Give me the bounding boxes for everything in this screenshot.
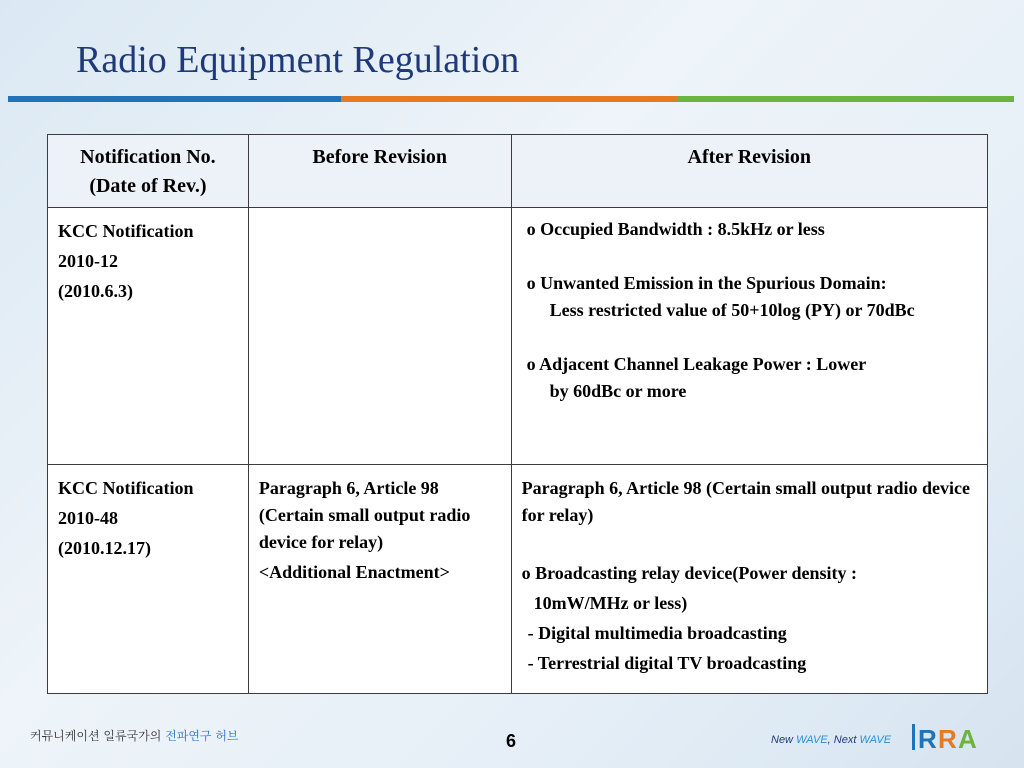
after-item: [527, 270, 981, 324]
after-item: [527, 216, 981, 243]
page-number: 6: [506, 731, 517, 751]
notification-title: KCC Notification: [58, 221, 194, 241]
title-underline-bar: [8, 96, 1014, 102]
footer-slogan-main: 커뮤니케이션 일류국가의: [30, 729, 166, 743]
after-item-lead: o Adjacent Channel Leakage Power : Lower: [526, 354, 867, 374]
after-line: - Digital multimedia broadcasting: [527, 623, 787, 643]
underline-blue-segment: [8, 96, 341, 102]
before-paragraph: Paragraph 6, Article 98 (Certain small output radio device for relay): [258, 478, 471, 552]
after-line: o Broadcasting relay device(Power density :: [521, 563, 858, 583]
footer-slogan-highlight: 전파연구 허브: [165, 729, 239, 743]
after-item-lead: o Occupied Bandwidth : 8.5kHz or less: [526, 219, 825, 239]
tagline-next: , Next: [827, 734, 860, 746]
header-notification-no: [48, 135, 249, 208]
notification-cell: [48, 208, 249, 465]
table-row: [48, 465, 988, 694]
header-notification-line2: (Date of Rev.): [89, 175, 207, 197]
table-header-row: [48, 135, 988, 208]
logo-bar: [912, 724, 915, 750]
before-revision-cell: [248, 208, 511, 465]
notification-number: 2010-48: [58, 508, 118, 528]
notification-date: (2010.12.17): [58, 538, 151, 558]
notification-number: 2010-12: [58, 251, 118, 271]
rra-logo: [912, 722, 990, 752]
after-line: - Terrestrial digital TV broadcasting: [527, 653, 807, 673]
after-revision-cell: [511, 208, 987, 465]
before-enactment-note: <Additional Enactment>: [258, 562, 450, 582]
before-revision-cell: [248, 465, 511, 694]
logo-letter-a: A: [958, 724, 977, 752]
footer-slogan: [30, 727, 239, 744]
header-after-revision: After Revision: [511, 135, 987, 208]
regulation-table: [47, 134, 988, 694]
tagline-new: New: [771, 734, 797, 746]
after-item-continuation: by 60dBc or more: [549, 381, 687, 401]
tagline-wave: WAVE: [796, 734, 828, 746]
after-item-continuation: Less restricted value of 50+10log (PY) or 70dBc: [549, 300, 915, 320]
notification-title: KCC Notification: [58, 478, 194, 498]
underline-orange-segment: [341, 96, 677, 102]
header-notification-line1: Notification No.: [80, 146, 216, 168]
tagline: [771, 734, 891, 746]
table-row: [48, 208, 988, 465]
slide-title: Radio Equipment Regulation: [76, 39, 520, 81]
underline-green-segment: [677, 96, 1014, 102]
header-before-revision: Before Revision: [248, 135, 511, 208]
after-item-lead: o Unwanted Emission in the Spurious Domain:: [526, 273, 887, 293]
after-line: 10mW/MHz or less): [533, 593, 688, 613]
after-revision-cell: [511, 465, 987, 694]
tagline-wave: WAVE: [859, 734, 892, 746]
notification-cell: [48, 465, 249, 694]
logo-letter-r2: R: [938, 724, 957, 752]
logo-letter-r1: R: [918, 724, 937, 752]
after-paragraph: Paragraph 6, Article 98 (Certain small output radio device for relay): [521, 478, 971, 525]
after-item: [527, 351, 981, 405]
notification-date: (2010.6.3): [58, 281, 133, 301]
